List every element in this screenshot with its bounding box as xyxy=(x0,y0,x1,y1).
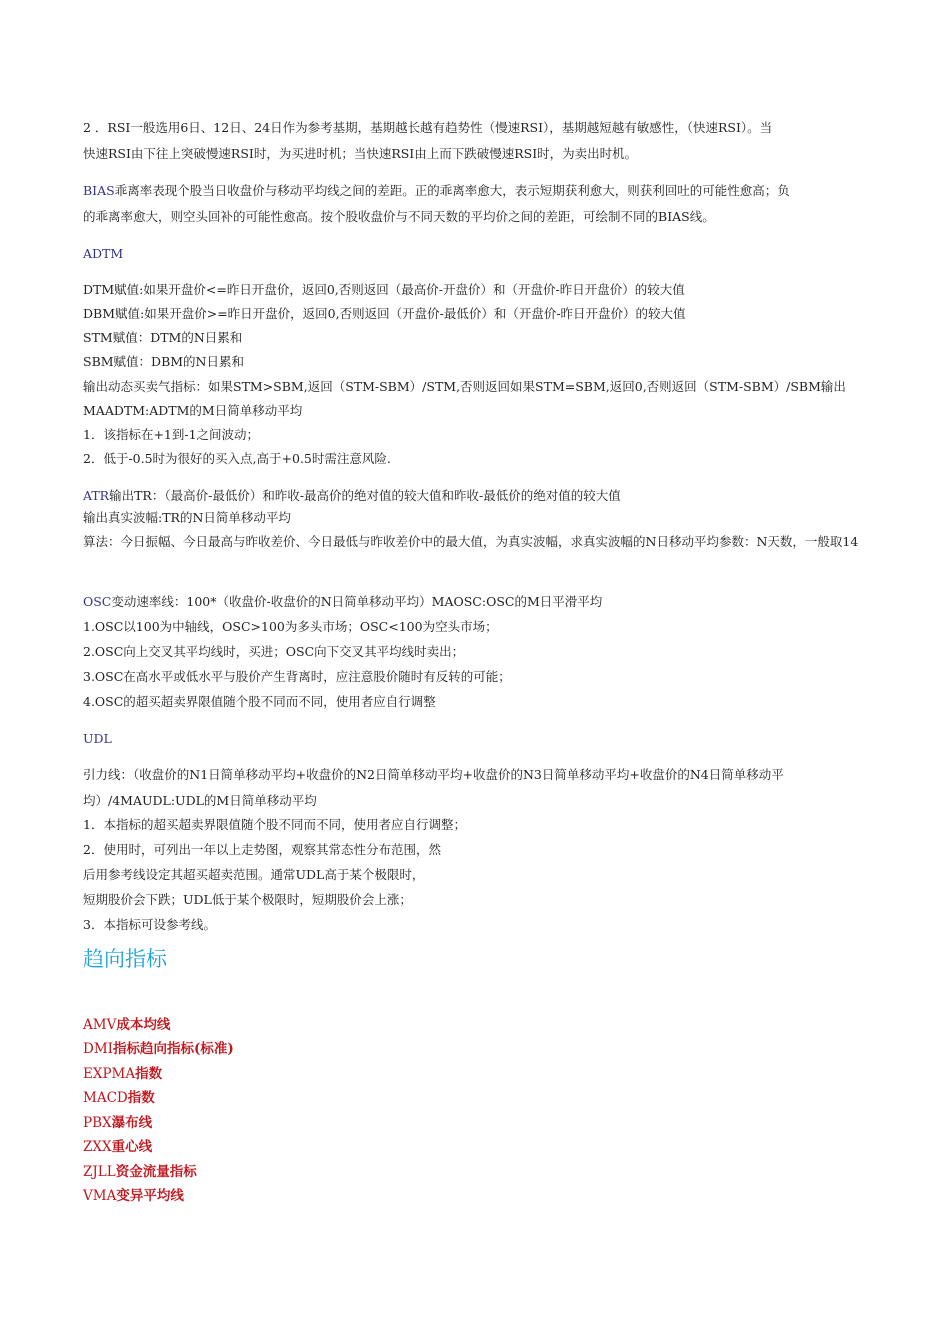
osc-keyword: OSC xyxy=(83,594,112,609)
trend-item-dmi[interactable]: DMI指标趋向指标(标准) xyxy=(83,1041,234,1057)
atr-line-1: ATR输出TR：（最高价-最低价）和昨收-最高价的绝对值的较大值和昨收-最低价的绝对值的较大值 xyxy=(83,488,621,503)
adtm-line: 2．低于-0.5时为很好的买入点,高于+0.5时需注意风险. xyxy=(83,451,391,466)
atr-line-2: 输出真实波幅:TR的N日简单移动平均 xyxy=(83,510,291,525)
adtm-line: 输出动态买卖气指标：如果STM>SBM,返回（STM-SBM）/STM,否则返回如果STM=SBM,返回0,否则返回（STM-SBM）/SBM输出 xyxy=(83,379,846,394)
udl-heading: UDL xyxy=(83,731,112,746)
rsi-line-1: 2 ．RSI一般选用6日、12日、24日作为参考基期，基期越长越有趋势性（慢速RSI），基期越短越有敏感性，（快速RSI）。当 xyxy=(83,120,773,135)
bias-keyword: BIAS xyxy=(83,183,115,198)
trend-item-zxx[interactable]: ZXX重心线 xyxy=(83,1139,153,1155)
udl-line: 短期股价会下跌；UDL低于某个极限时，短期股价会上涨； xyxy=(83,892,412,907)
rsi-line-2: 快速RSI由下往上突破慢速RSI时，为买进时机；当快速RSI由上而下跌破慢速RSI时，为卖出时机。 xyxy=(83,146,638,161)
udl-line: 后用参考线设定其超买超卖范围。通常UDL高于某个极限时， xyxy=(83,867,425,882)
adtm-line: STM赋值：DTM的N日累和 xyxy=(83,330,243,345)
adtm-heading: ADTM xyxy=(83,246,124,261)
trend-item-zjll[interactable]: ZJLL资金流量指标 xyxy=(83,1164,197,1180)
osc-line: 4.OSC的超买超卖界限值随个股不同而不同，使用者应自行调整 xyxy=(83,694,436,709)
trend-item-macd[interactable]: MACD指数 xyxy=(83,1090,155,1106)
udl-line-1: 引力线：（收盘价的N1日简单移动平均+收盘价的N2日简单移动平均+收盘价的N3日简单移动平均+收盘价的N4日简单移动平均）/4MAUDL:UDL的M日简单移动平均 xyxy=(83,767,784,808)
udl-line: 3．本指标可设参考线。 xyxy=(83,917,216,932)
adtm-line: MAADTM:ADTM的M日简单移动平均 xyxy=(83,403,303,418)
osc-line-1: OSC变动速率线：100*（收盘价-收盘价的N日简单移动平均）MAOSC:OSC的M日平滑平均 xyxy=(83,594,603,609)
adtm-line: 1．该指标在+1到-1之间波动； xyxy=(83,427,260,442)
atr-keyword: ATR xyxy=(83,488,110,503)
adtm-line: SBM赋值：DBM的N日累和 xyxy=(83,354,244,369)
section-heading-trend: 趋向指标 xyxy=(83,947,167,971)
adtm-line: DTM赋值:如果开盘价<=昨日开盘价，返回0,否则返回（最高价-开盘价）和（开盘价-昨日开盘价）的较大值 xyxy=(83,282,685,297)
trend-item-pbx[interactable]: PBX瀑布线 xyxy=(83,1115,153,1131)
bias-line-1: BIAS乖离率表现个股当日收盘价与移动平均线之间的差距。正的乖离率愈大，表示短期获利愈大，则获利回吐的可能性愈高；负 xyxy=(83,183,790,198)
osc-line: 1.OSC以100为中轴线，OSC>100为多头市场；OSC<100为空头市场； xyxy=(83,619,498,634)
udl-line: 2．使用时，可列出一年以上走势图，观察其常态性分布范围，然 xyxy=(83,842,441,857)
trend-item-expma[interactable]: EXPMA指数 xyxy=(83,1066,163,1082)
osc-line: 2.OSC向上交叉其平均线时，买进；OSC向下交叉其平均线时卖出； xyxy=(83,644,465,659)
osc-line: 3.OSC在高水平或低水平与股价产生背离时，应注意股价随时有反转的可能； xyxy=(83,669,511,684)
adtm-line: DBM赋值:如果开盘价>=昨日开盘价，返回0,否则返回（开盘价-最低价）和（开盘价-昨日开盘价）的较大值 xyxy=(83,306,686,321)
bias-line-2: 的乖离率愈大，则空头回补的可能性愈高。按个股收盘价与不同天数的平均价之间的差距，可绘制不同的BIAS线。 xyxy=(83,209,715,224)
atr-line-3: 算法：今日振幅、今日最高与昨收差价、今日最低与昨收差价中的最大值，为真实波幅，求真实波幅的N日移动平均参数：N天数，一般取14 xyxy=(83,534,859,549)
trend-item-vma[interactable]: VMA变异平均线 xyxy=(83,1188,184,1204)
udl-line: 1．本指标的超买超卖界限值随个股不同而不同，使用者应自行调整； xyxy=(83,817,466,832)
trend-item-amv[interactable]: AMV成本均线 xyxy=(83,1017,171,1033)
